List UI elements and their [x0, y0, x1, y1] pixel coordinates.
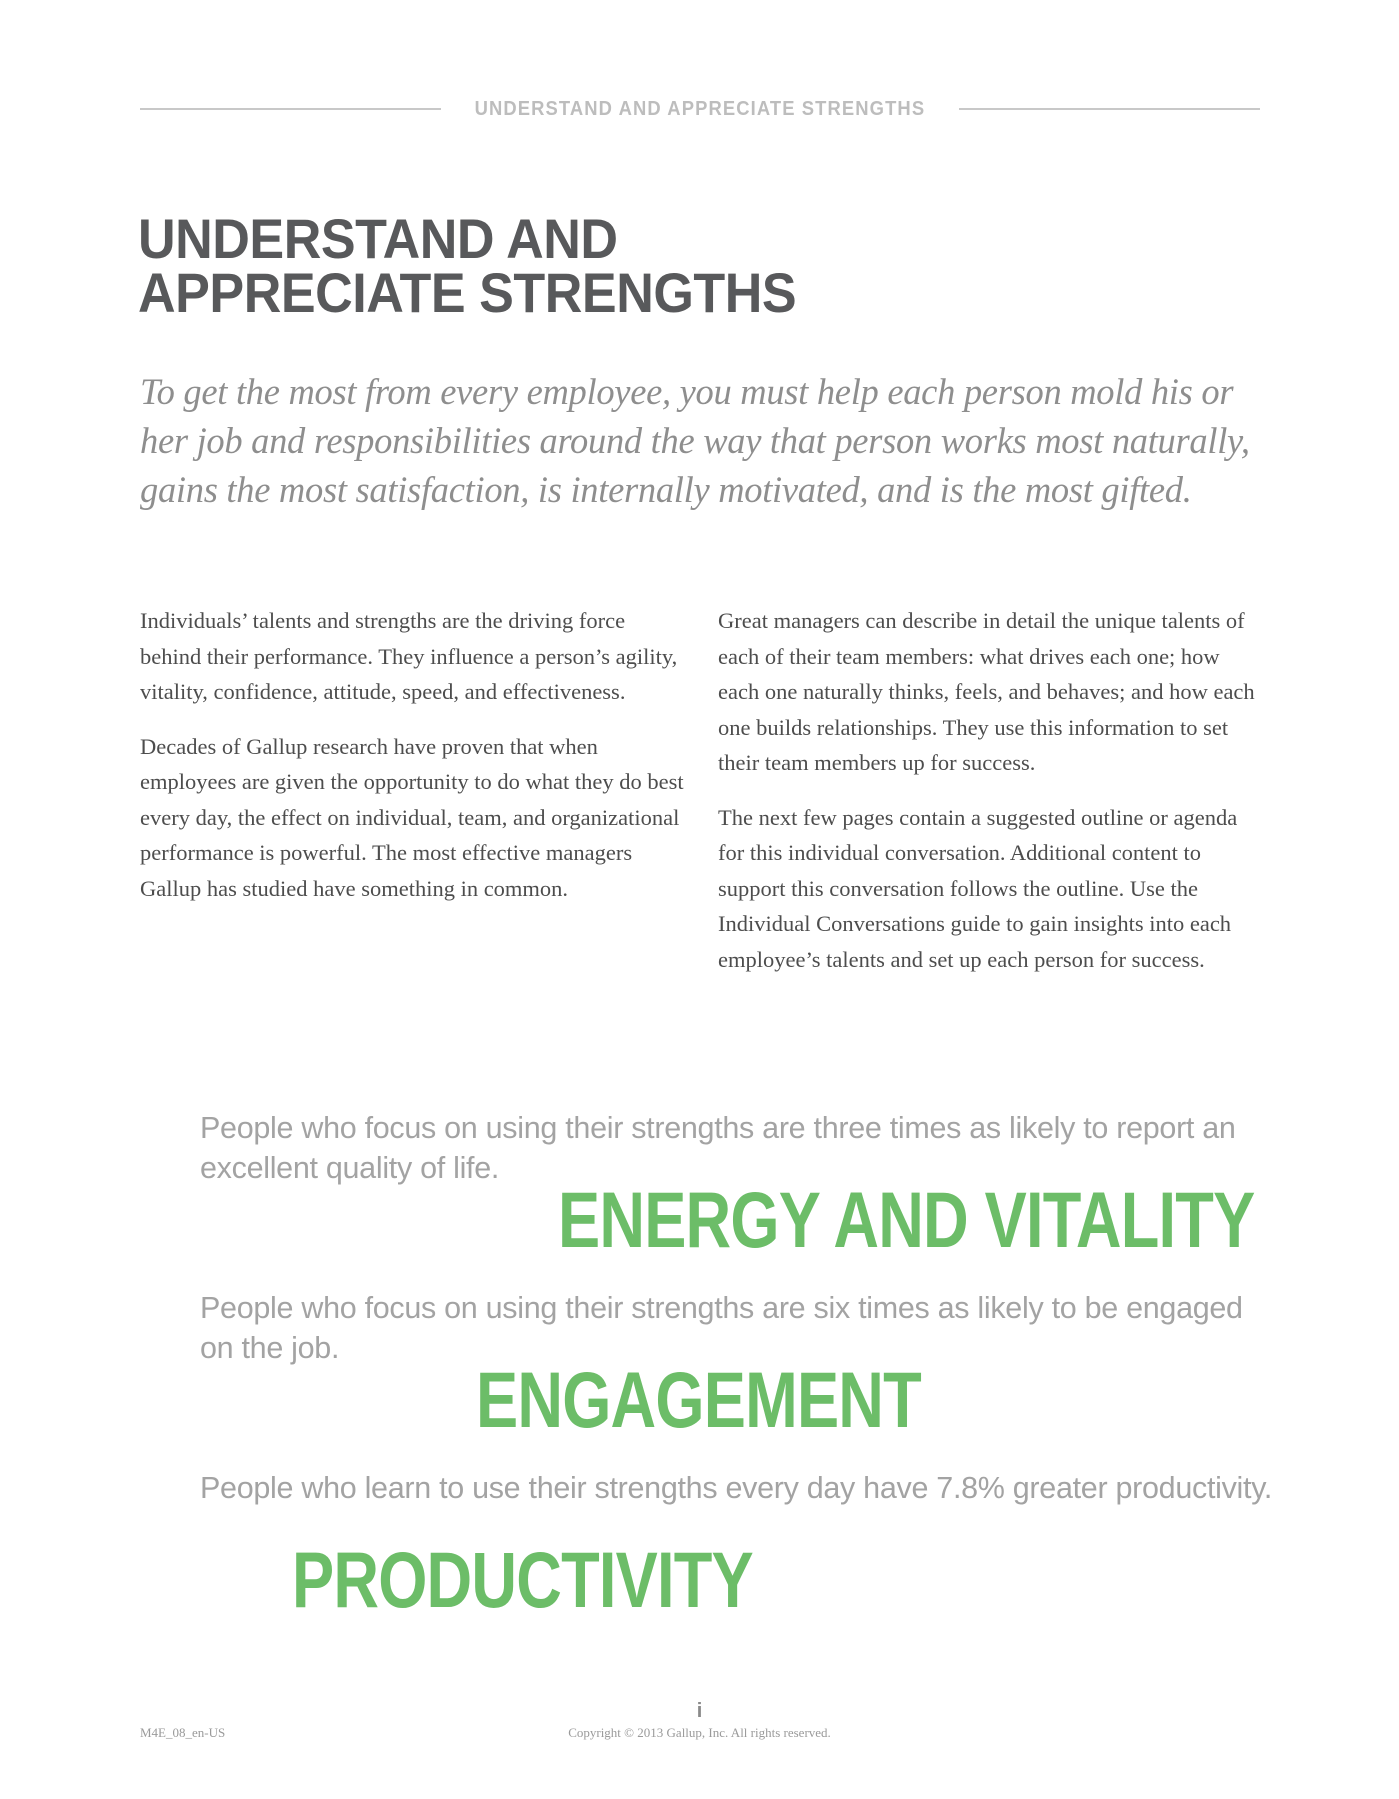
page-number: i [696, 1700, 703, 1722]
body-paragraph: Great managers can describe in detail the unique talents of each of their team members: what drives each one; how each one naturally thinks, feels, and behaves; and how each one builds relationships. They use this information to set their team members up for success. [718, 608, 1255, 775]
running-header [140, 94, 1260, 124]
stat-block-productivity [200, 1468, 1280, 1624]
page-title [138, 207, 797, 324]
stat-text: People who focus on using their strengths are three times as likely to report an excellent quality of life. [200, 1111, 1236, 1185]
stat-heading: PRODUCTIVITY [292, 1535, 753, 1624]
stat-block-energy [200, 1108, 1280, 1264]
lede-quote: To get the most from every employee, you must help each person mold his or her job and responsibilities around the way that person works most naturally, gains the most satisfaction, is internally motivated, and is the most gifted. [140, 371, 1250, 510]
copyright-notice: Copyright © 2013 Gallup, Inc. All rights reserved. [568, 1725, 831, 1740]
document-code: M4E_08_en-US [140, 1725, 226, 1740]
body-column-left [140, 603, 685, 925]
stat-text: People who learn to use their strengths every day have 7.8% greater productivity. [200, 1471, 1273, 1505]
body-column-right [718, 603, 1263, 996]
body-paragraph: Decades of Gallup research have proven that when employees are given the opportunity to do what they do best every day, the effect on individual, team, and organizational performance is powerful. The most effective managers Gallup has studied have something in common. [140, 733, 684, 901]
stat-text: People who focus on using their strengths are six times as likely to be engaged on the job. [200, 1291, 1243, 1365]
body-paragraph: Individuals’ talents and strengths are the driving force behind their performance. They influence a person’s agility, vitality, confidence, attitude, speed, and effectiveness. [140, 608, 678, 704]
header-rule-left [140, 108, 441, 110]
page-title-line-2: APPRECIATE STRENGTHS [138, 261, 797, 324]
body-paragraph: The next few pages contain a suggested outline or agenda for this individual conversation. Additional content to support this conversation follows the outline. Use the Individual Conversations guide to gain insights into each employee’s talents and set up each person for success. [718, 804, 1238, 972]
running-header-title: UNDERSTAND AND APPRECIATE STRENGTHS [474, 97, 926, 120]
stat-heading: ENGAGEMENT [476, 1355, 921, 1444]
stat-heading: ENERGY AND VITALITY [558, 1175, 1255, 1264]
stat-block-engagement [200, 1288, 1280, 1444]
header-rule-right [959, 108, 1260, 110]
page-title-line-1: UNDERSTAND AND [138, 207, 618, 270]
